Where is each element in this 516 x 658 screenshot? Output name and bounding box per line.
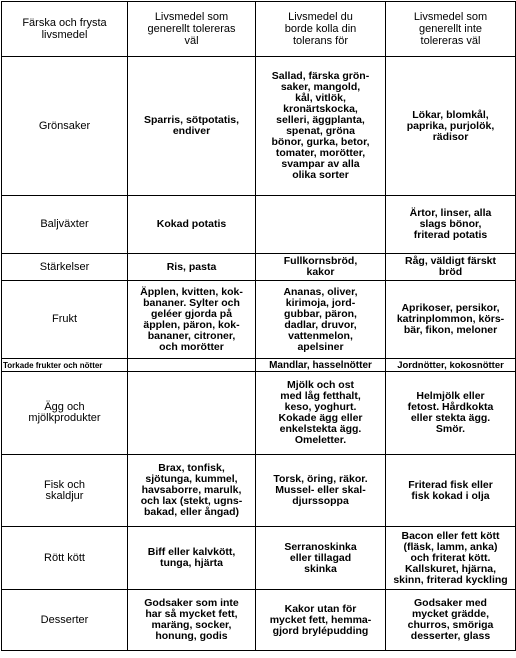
row-check: Ananas, oliver, kirimoja, jord- gubbar, päron, dadlar, druvor, vattenmelon, apelsiner bbox=[256, 281, 386, 359]
row-not-tolerated: Aprikoser, persikor, katrinplommon, körs- bär, fikon, meloner bbox=[386, 281, 516, 359]
table-row bbox=[2, 590, 516, 651]
row-tolerated: Äpplen, kvitten, kok- bananer. Sylter och geléer gjorda på äpplen, päron, kok- bananer, citroner, och morötter bbox=[128, 281, 256, 359]
row-check: Serranoskinka eller tillagad skinka bbox=[256, 527, 386, 590]
table-row bbox=[2, 196, 516, 254]
row-not-tolerated: Lökar, blomkål, paprika, purjolök, rädisor bbox=[386, 57, 516, 196]
row-tolerated: Biff eller kalvkött, tunga, hjärta bbox=[128, 527, 256, 590]
row-check: Fullkornsbröd, kakor bbox=[256, 254, 386, 281]
header-row bbox=[2, 2, 516, 57]
row-category: Frukt bbox=[2, 281, 128, 359]
row-category: Stärkelser bbox=[2, 254, 128, 281]
row-tolerated: Sparris, sötpotatis, endiver bbox=[128, 57, 256, 196]
row-check: Kakor utan för mycket fett, hemma- gjord brylépudding bbox=[256, 590, 386, 651]
row-not-tolerated: Ärtor, linser, alla slags bönor, friterad potatis bbox=[386, 196, 516, 254]
row-not-tolerated: Jordnötter, kokosnötter bbox=[386, 359, 516, 372]
row-check: Mjölk och ost med låg fetthalt, keso, yoghurt. Kokade ägg eller enkelstekta ägg. Omeletter. bbox=[256, 372, 386, 455]
table-row bbox=[2, 254, 516, 281]
row-category: Ägg och mjölkprodukter bbox=[2, 372, 128, 455]
row-category: Grönsaker bbox=[2, 57, 128, 196]
header-category: Färska och frysta livsmedel bbox=[2, 2, 128, 57]
row-category: Baljväxter bbox=[2, 196, 128, 254]
row-not-tolerated: Friterad fisk eller fisk kokad i olja bbox=[386, 455, 516, 527]
row-not-tolerated: Godsaker med mycket grädde, churros, smöriga desserter, glass bbox=[386, 590, 516, 651]
header-not-tolerated: Livsmedel som generellt inte tolereras väl bbox=[386, 2, 516, 57]
header-check: Livsmedel du borde kolla din tolerans för bbox=[256, 2, 386, 57]
row-tolerated: Brax, tonfisk, sjötunga, kummel, havsaborre, marulk, och lax (stekt, ugns- bakad, eller ångad) bbox=[128, 455, 256, 527]
row-tolerated: Godsaker som inte har så mycket fett, maräng, socker, honung, godis bbox=[128, 590, 256, 651]
table-row bbox=[2, 359, 516, 372]
row-category: Torkade frukter och nötter bbox=[2, 359, 128, 372]
row-tolerated bbox=[128, 359, 256, 372]
row-check: Sallad, färska grön- saker, mangold, kål, vitlök, kronärtskocka, selleri, äggplanta, spenat, gröna bönor, gurka, betor, tomater, morötter, svampar av alla olika sorter bbox=[256, 57, 386, 196]
row-tolerated: Kokad potatis bbox=[128, 196, 256, 254]
table-row bbox=[2, 281, 516, 359]
table-row bbox=[2, 455, 516, 527]
food-tolerance-table bbox=[1, 1, 516, 651]
row-not-tolerated: Råg, väldigt färskt bröd bbox=[386, 254, 516, 281]
row-check: Mandlar, hasselnötter bbox=[256, 359, 386, 372]
row-category: Desserter bbox=[2, 590, 128, 651]
row-not-tolerated: Helmjölk eller fetost. Hårdkokta eller stekta ägg. Smör. bbox=[386, 372, 516, 455]
row-category: Rött kött bbox=[2, 527, 128, 590]
table-row bbox=[2, 57, 516, 196]
row-tolerated bbox=[128, 372, 256, 455]
table-row bbox=[2, 372, 516, 455]
table-row bbox=[2, 527, 516, 590]
row-check bbox=[256, 196, 386, 254]
header-tolerated: Livsmedel som generellt tolereras väl bbox=[128, 2, 256, 57]
row-not-tolerated: Bacon eller fett kött (fläsk, lamm, anka) och friterat kött. Kallskuret, hjärna, skinn, friterad kyckling bbox=[386, 527, 516, 590]
row-check: Torsk, öring, räkor. Mussel- eller skal- djurssoppa bbox=[256, 455, 386, 527]
row-tolerated: Ris, pasta bbox=[128, 254, 256, 281]
row-category: Fisk och skaldjur bbox=[2, 455, 128, 527]
